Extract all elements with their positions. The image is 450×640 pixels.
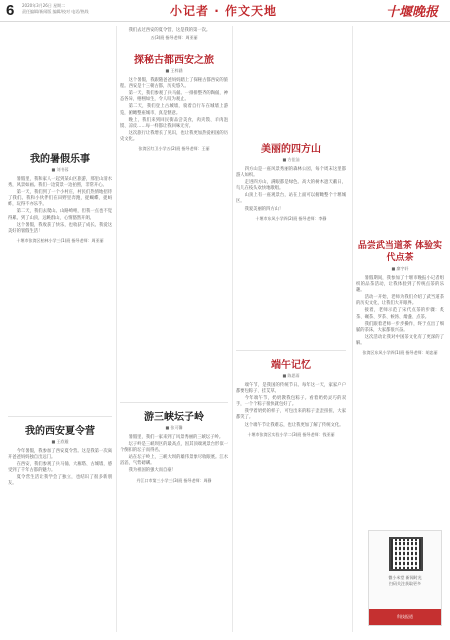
column-divider xyxy=(116,26,117,632)
paragraph: 走进四方山，满眼都是绿色。高大的树木遮天蔽日，鸟儿在枝头欢快地歌唱。 xyxy=(236,180,346,192)
paragraph: 端午节，是我国的传统节日。每年这一天，家家户户都要包粽子、挂艾草。 xyxy=(236,383,346,395)
article-title: 美丽的四方山 xyxy=(261,144,321,155)
article-three-gorges xyxy=(120,408,228,484)
paragraph: 第二天，我们去爬山。山路崎岖，但我一点也不觉得累。到了山顶，远眺群山，心情豁然开朗。 xyxy=(8,209,112,221)
article-title: 我的西安夏令营 xyxy=(25,426,95,437)
article-xian-explore xyxy=(120,28,228,152)
article-body xyxy=(8,449,112,488)
paragraph: 这次旅行让我增长了见识，也让我更加热爱祖国的历史文化。 xyxy=(120,130,228,142)
article-xian-camp xyxy=(8,422,112,489)
column-divider xyxy=(352,26,353,632)
article-author: ■ 王欣璇 xyxy=(51,439,69,444)
paragraph: 第一天，我们到了一个小村庄，村民们热情地招待了我们。我和小伙伴们在田野里奔跑，捉蝴蝶、捉蚂蚱，玩得不亦乐乎。 xyxy=(8,190,112,208)
paragraph: 这个暑假，我收获了快乐，也收获了成长。我爱这美好的暑假生活！ xyxy=(8,222,112,234)
paragraph: 我们去过西安的夏令营，这是我的第一次。 xyxy=(128,28,211,33)
divider xyxy=(236,350,346,351)
paragraph: 站在坛子岭上，三峡大坝的雄伟景象尽收眼底。江水滔滔，气势磅礴。 xyxy=(120,455,228,467)
article-author: ■ 廖宇轩 xyxy=(391,266,409,271)
paragraph: 我们跟着老师一步步操作，终于点出了细腻的茶沫，大家都很兴奋。 xyxy=(356,321,444,333)
article-title: 探秘古都西安之旅 xyxy=(134,55,214,67)
advert-text xyxy=(371,575,439,587)
paragraph: 坛子岭是三峡坝区的最高点，因其顶端观景台形似一个倒扣的坛子而得名。 xyxy=(120,442,228,454)
advert-line: 扫码关注获取更多 xyxy=(389,581,421,586)
header-date: 2020年3月26日 星期二 xyxy=(22,3,66,8)
paragraph: 夏令营生活让我学会了独立，也结识了很多新朋友。 xyxy=(8,475,112,487)
paragraph: 这个暑假，我跟随爸爸妈妈踏上了探秘古都西安的旅程。西安是十三朝古都，历史悠久。 xyxy=(120,78,228,90)
article-intro xyxy=(120,28,228,34)
article-title: 游三峡坛子岭 xyxy=(144,412,204,423)
divider xyxy=(120,402,228,403)
article-title: 我的暑假乐事 xyxy=(30,154,90,165)
article-sifang-mountain xyxy=(236,140,346,222)
paragraph: 今年暑假，我参加了西安夏令营。这是我第一次离开爸爸妈妈独自出远门。 xyxy=(8,449,112,461)
section-title-sep: · xyxy=(214,4,220,18)
paragraph: 暑假期间，我参加了十堰市晚报小记者组织的品茶活动，让我体验到了传统点茶的乐趣。 xyxy=(356,276,444,294)
article-author: ■ 刘书蓉 xyxy=(51,167,69,172)
paragraph: 四方山是一座风景秀丽的森林公园，每个周末这里都游人如织。 xyxy=(236,167,346,179)
paragraph: 我学着奶奶的样子，可包出来的粽子歪歪扭扭，大家都笑了。 xyxy=(236,409,346,421)
page-number: 6 xyxy=(6,2,15,19)
article-body xyxy=(356,276,444,347)
article-body xyxy=(236,383,346,429)
article-footer: 十堰市张湾区实验小学二(3)班 指导老师：钱亚丽 xyxy=(247,431,335,437)
article-body xyxy=(236,167,346,213)
paragraph: 我为祖国的强大而自豪！ xyxy=(128,468,176,474)
paragraph: 山顶上有一座观景台，站在上面可以俯瞰整个十堰城区。 xyxy=(236,193,346,205)
header-info xyxy=(22,3,89,15)
article-footer: 张湾区红卫小学五(2)班 指导老师：王丽 xyxy=(138,146,210,152)
header-editors: 责任编辑/新闻版 编辑/校对 电话/热线 xyxy=(22,9,89,14)
article-tea-tasting xyxy=(356,240,444,356)
paragraph: 我爱美丽的四方山！ xyxy=(244,206,284,212)
divider xyxy=(8,416,112,417)
article-body xyxy=(120,435,228,475)
paragraph: 这次活动让我对中国茶文化有了更深的了解。 xyxy=(356,334,444,346)
paragraph: 第二天，我们登上古城墙，骑着自行车在城墙上游览，俯瞰整座城市，真是惬意。 xyxy=(120,104,228,116)
qr-code-icon[interactable] xyxy=(389,537,423,571)
paragraph: 这个端午节让我难忘，也让我更加了解了传统文化。 xyxy=(244,422,344,428)
qr-advert[interactable] xyxy=(368,530,442,626)
intro-footer: 五(3)班 指导老师：周亚丽 xyxy=(150,35,198,41)
paragraph: 暑假里，我和家人一起到某山区旅游，那里山清水秀，风景如画。我们一边赏景一边拍照，非常开心。 xyxy=(8,177,112,189)
newspaper-logo: 十堰晚报 xyxy=(385,5,438,20)
advert-line: 微小米堂 新闻时光 xyxy=(388,575,422,580)
paragraph: 第一天，我们参观了兵马俑。一排排整齐的陶俑，神态各异，栩栩如生，令人叹为观止。 xyxy=(120,91,228,103)
article-footer: 张湾区东风小学四(1)班 指导老师：胡忠丽 xyxy=(362,350,438,356)
section-title xyxy=(170,2,277,19)
article-summer-fun xyxy=(8,150,112,244)
article-dragon-boat xyxy=(236,356,346,438)
advert-bar: 科技报道 xyxy=(369,609,441,625)
paragraph: 今年端午节，奶奶教我包粽子。看着奶奶灵巧的双手，一个个粽子很快就包好了。 xyxy=(236,396,346,408)
page-header xyxy=(0,0,450,22)
paragraph: 晚上，我们来到回民街品尝美食，肉夹馍、羊肉泡馍、凉皮……每一样都让我回味无穷。 xyxy=(120,117,228,129)
article-footer: 十堰市东风小学四(2)班 指导老师：李静 xyxy=(255,215,327,221)
article-footer: 十堰市张湾区柏林小学三(1)班 指导老师：周亚丽 xyxy=(16,237,104,243)
article-body xyxy=(8,177,112,235)
article-author: ■ 王梓涵 xyxy=(165,68,183,74)
article-author: ■ 陈思雨 xyxy=(282,373,300,378)
article-author: ■ 张可馨 xyxy=(165,425,183,430)
article-body xyxy=(120,78,228,143)
section-title-main: 小记者 xyxy=(170,4,210,18)
paragraph: 在西安，我们参观了兵马俑、大雁塔、古城墙，感受到了千年古都的魅力。 xyxy=(8,462,112,474)
article-title: 端午记忆 xyxy=(271,360,311,371)
article-footer: 丹江口市第三小学三(3)班 指导老师：周静 xyxy=(136,477,212,483)
section-title-sub: 作文天地 xyxy=(224,4,277,18)
paragraph: 活动一开始，老师为我们介绍了武当道茶的历史文化，让我们大开眼界。 xyxy=(356,295,444,307)
paragraph: 接着，老师示范了宋代点茶的步骤：炙茶、碾茶、罗茶、候汤、熁盏、点茶。 xyxy=(356,308,444,320)
article-title: 品尝武当道茶 体验实代点茶 xyxy=(357,241,443,263)
paragraph: 暑假里，我们一家来到了风景秀丽的三峡坛子岭。 xyxy=(128,435,224,440)
article-author: ■ 方佳汕 xyxy=(282,157,300,162)
column-divider xyxy=(232,26,233,632)
